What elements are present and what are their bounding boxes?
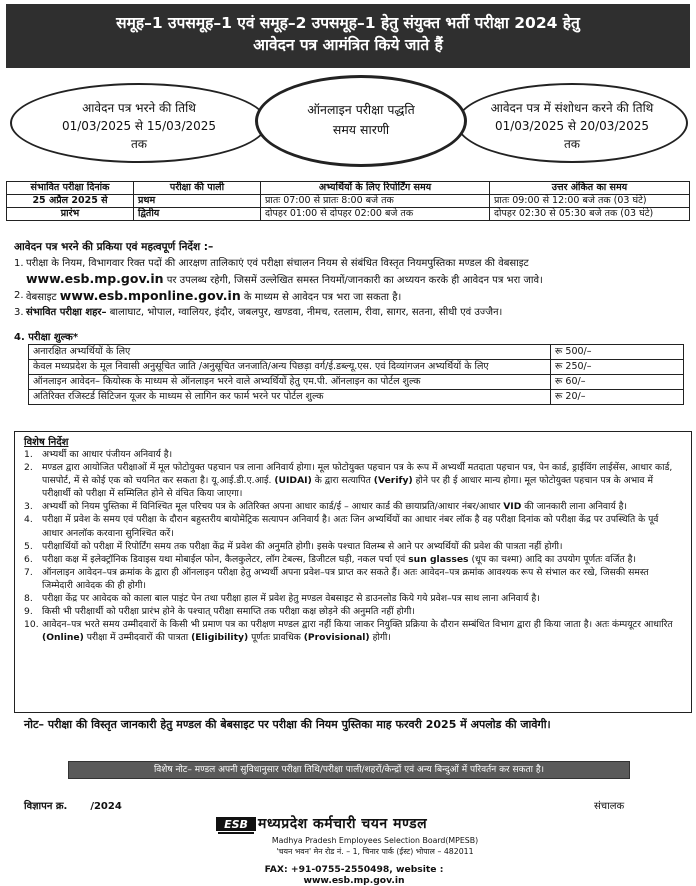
fee-desc: केवल मध्यप्रदेश के मूल निवासी अनुसूचित जाति /अनुसूचित जनजाति/अन्य पिछड़ा वर्ग/ई.डब्ल्यू.एस. एवं दिव्यांगजन अभ्यर्थियों के लिए <box>29 360 551 375</box>
item-number: 2. <box>14 290 24 301</box>
oval-mid-line2: समय सारणी <box>332 122 390 137</box>
instruction-text: वेबसाइट <box>26 292 57 303</box>
banner-title-line1: समूह–1 उपसमूह–1 एवं समूह–2 उपसमूह–1 हेतु संयुक्त भर्ती परीक्षा 2024 हेतु <box>116 14 580 32</box>
fee-desc: अतिरिक्त रजिस्टर्ड सिटिजन यूजर के माध्यम से लागिन कर फार्म भरने पर पोर्टल शुल्क <box>29 390 551 405</box>
col-header-answer-time: उत्तर अंकित का समय <box>490 182 690 195</box>
oval-left-line3: तक <box>130 137 148 151</box>
correction-date-oval <box>456 83 688 163</box>
oval-left-line1: आवेदन पत्र भरने की तिथि <box>82 101 196 115</box>
mponline-link[interactable]: www.esb.mponline.gov.in <box>59 288 241 303</box>
table-row <box>29 390 684 405</box>
fee-desc: ऑनलाइन आवेदन– कियोस्क के माध्यम से ऑनलाइन भरने वाले अभ्यर्थियों हेतु एम.पी. ऑनलाइन का पोर्टल शुल्क <box>29 375 551 390</box>
list-item <box>14 288 684 305</box>
address-line: 'चयन भवन' मेन रोड नं. – 1, चिनार पार्क (ईस्ट) भोपाल – 482011 <box>276 846 474 856</box>
instructions-list <box>14 256 684 320</box>
reporting-time-cell: दोपहर 01:00 से दोपहर 02:00 बजे तक <box>261 208 490 221</box>
oval-mid-line1: ऑनलाइन परीक्षा पद्धति <box>307 102 415 117</box>
col-header-reporting: अभ्यर्थियों के लिए रिपोर्टिंग समय <box>261 182 490 195</box>
exam-mode-oval <box>255 75 467 167</box>
fee-heading <box>14 329 78 343</box>
fee-amount: रू 60/– <box>551 375 684 390</box>
list-item <box>14 305 684 320</box>
exam-date-cell-line2: प्रारंभ <box>7 208 134 221</box>
instruction-text: परीक्षा के नियम, विभागवार रिक्त पदों की आरक्षण तालिकाएं एवं परीक्षा संचालन नियम से संबंधित विस्तृत नियमपुस्तिका मण्डल की वेबसाइट <box>26 258 529 269</box>
answer-time-cell: दोपहर 02:30 से 05:30 बजे तक (03 घंटे) <box>490 208 690 221</box>
ad-label: विज्ञापन क्र. <box>24 801 68 812</box>
list-item: 7. ऑनलाइन आवेदन–पत्र क्रमांक के द्वारा ही ऑनलाइन परीक्षा हेतु अभ्यर्थी अपना प्रवेश–पत्र प्राप्त कर सकते हैं। अतः आवेदन–पत्र क्रमांक आवश्यक रूप से संभाल कर रखे, जिसकी समस्त जिम्मेदारी आवेदक की ही होगी। <box>24 566 649 591</box>
reporting-time-cell: प्रातः 07:00 से प्रातः 8:00 बजे तक <box>261 195 490 208</box>
application-date-oval <box>10 83 268 163</box>
list-item <box>14 256 684 288</box>
oval-left-line2: 01/03/2025 से 15/03/2025 <box>61 119 217 133</box>
shift-cell: द्वितीय <box>134 208 261 221</box>
exam-city-list: बालाघाट, भोपाल, ग्वालियर, इंदौर, जबलपुर, खण्डवा, नीमच, रतलाम, रीवा, सागर, सतना, सीधी एवं उज्जैन। <box>109 307 503 318</box>
ad-number: /2024 <box>90 801 122 812</box>
table-row <box>7 208 690 221</box>
fee-amount: रू 500/– <box>551 345 684 360</box>
exam-city-label: संभावित परीक्षा शहर– <box>26 307 107 318</box>
answer-time-cell: प्रातः 09:00 से 12:00 बजे तक (03 घंटे) <box>490 195 690 208</box>
exam-schedule-table <box>6 181 690 221</box>
fax-website: FAX: +91-0755-2550498, website : www.esb.mp.gov.in <box>264 864 444 886</box>
instruction-text: पर उपलब्ध रहेगी, जिसमें उल्लेखित समस्त नियमों/जानकारी का अध्ययन करके ही आवेदन पत्र भरा जावे। <box>166 275 543 286</box>
col-header-date: संभावित परीक्षा दिनांक <box>7 182 134 195</box>
org-name-english: Madhya Pradesh Employees Selection Board(MPESB) <box>271 836 479 845</box>
website-link[interactable]: www.esb.mp.gov.in <box>26 271 164 286</box>
col-header-shift: परीक्षा की पाली <box>134 182 261 195</box>
table-row <box>7 195 690 208</box>
advertisement-number <box>24 798 122 812</box>
fee-amount: रू 20/– <box>551 390 684 405</box>
table-row <box>29 375 684 390</box>
esb-logo-icon <box>216 814 256 836</box>
list-item: 1. अभ्यर्थी का आधार पंजीयन अनिवार्य है। <box>24 449 173 460</box>
list-item: 6. परीक्षा कक्ष में इलेक्ट्रॉनिक डिवाइस यथा मोबाईल फोन, कैलकुलेटर, लॉग टेबल्स, डिजीटल घड़ी, नकल पर्चा एवं sun glasses (धूप का चश्मा) आदि का उपयोग पूर्णतः वर्जित है। <box>24 553 636 565</box>
org-address <box>250 836 500 857</box>
list-item: 5. परीक्षार्थियों को परीक्षा में रिपोर्टिंग समय तक परीक्षा केंद्र में प्रवेश की अनुमति होगी। इसके पश्चात विलम्ब से आने पर अभ्यर्थियों की प्रवेश की पात्रता नहीं होगी। <box>24 540 563 552</box>
oval-right-line2: 01/03/2025 से 20/03/2025 <box>494 119 650 133</box>
list-item: 8. परीक्षा केंद्र पर आवेदक को काला बाल पाइंट पेन तथा परीक्षा हाल में प्रवेश हेतु मण्डल वेबसाइट से डाउनलोड किये गये प्रवेश–पत्र साथ लाना अनिवार्य है। <box>24 593 540 605</box>
item-number: 4. <box>14 332 25 343</box>
special-instructions-heading: विशेष निर्देश <box>24 437 69 448</box>
table-header-row <box>7 182 690 195</box>
exam-date-cell-line1: 25 अप्रैल 2025 से <box>7 195 134 208</box>
org-name-hindi: मध्यप्रदेश कर्मचारी चयन मण्डल <box>258 816 428 832</box>
table-row <box>29 345 684 360</box>
signatory: संचालक <box>594 801 625 812</box>
item-number: 3. <box>14 307 24 318</box>
list-item: 3. अभ्यर्थी को नियम पुस्तिका में विनिश्चित मूल परिचय पत्र के अतिरिक्त अपना आधार कार्ड/ई – आधार कार्ड की छायाप्रति/आधार नंबर/आधार VID की जानकारी लाना अनिवार्य है। <box>24 501 628 513</box>
instruction-text: के माध्यम से आवेदन पत्र भरा जा सकता है। <box>243 292 402 303</box>
list-item: 10. आवेदन–पत्र भरते समय उम्मीदवारों के किसी भी प्रमाण पत्र का परीक्षण मण्डल द्वारा नहीं किया जाकर नियुक्ति प्रक्रिया के दौरान सम्बंधित विभाग द्वारा ही किया जाता है। अतः कंम्पयूटर आधारित (Online) परीक्षा में उम्मीदवारों की पात्रता (Eligibility) पूर्णतः प्रावधिक (Provisional) होगी। <box>24 619 673 644</box>
title-banner <box>6 4 690 68</box>
list-item: 4. परीक्षा में प्रवेश के समय एवं परीक्षा के दौरान बहुस्तरीय बायोमेट्रिक सत्यापन अनिवार्य है। अतः जिन अभ्यर्थियों का आधार नंबर लॉक है वह परीक्षा दिनांक को परीक्षा केंद्र पर उपस्थिति के पूर्व आधार अनलॉक करवाना सुनिश्चित करें। <box>24 514 659 539</box>
item-number: 1. <box>14 258 24 269</box>
instructions-heading: आवेदन पत्र भरने की प्रकिया एवं महत्वपूर्ण निर्देश :– <box>14 241 214 253</box>
upload-note: नोट– परीक्षा की विस्तृत जानकारी हेतु मण्डल की बेबसाइट पर परीक्षा की नियम पुस्तिका माह फरवरी 2025 में अपलोड की जावेगी। <box>24 718 551 731</box>
special-instructions-list <box>24 448 674 644</box>
fee-table <box>28 344 684 405</box>
oval-right-line1: आवेदन पत्र में संशोधन करने की तिथि <box>490 101 654 115</box>
banner-title-line2: आवेदन पत्र आमंत्रित किये जाते हैं <box>253 36 443 54</box>
fee-label: परीक्षा शुल्क* <box>28 332 79 343</box>
shift-cell: प्रथम <box>134 195 261 208</box>
oval-right-line3: तक <box>563 137 581 151</box>
svg-text:ESB: ESB <box>224 818 248 831</box>
special-note-strip: विशेष नोट– मण्डल अपनी सुविधानुसार परीक्षा तिथि/परीक्षा पाली/शहरों/केन्द्रों एवं अन्य बिन्दुओं में परिवर्तन कर सकता है। <box>68 761 630 779</box>
list-item: 9. किसी भी परीक्षार्थी को परीक्षा प्रारंभ होने के पश्चात् परीक्षा समाप्ति तक परीक्षा कक्ष छोड़ने की अनुमति नहीं होगी। <box>24 606 415 618</box>
fee-amount: रू 250/– <box>551 360 684 375</box>
date-ovals <box>8 73 690 173</box>
list-item: 2. मण्डल द्वारा आयोजित परीक्षाओं में मूल फोटोयुक्त पहचान पत्र लाना अनिवार्य होगा। मूल फोटोयुक्त पहचान पत्र के रूप में अभ्यर्थी मतदाता पहचान पत्र, पेन कार्ड, ड्राईविंग लाईसेंस, आधार कार्ड, पासपोर्ट, में से कोई एक को चयनित कर सकता है। यू.आई.डी.ए.आई. (UIDAI) के द्वारा सत्यापित (Verify) होने पर ही ई आधार मान्य होगा। मूल फोटोयुक्त पहचान पत्र के अभाव में परीक्षार्थी को परीक्षा में सम्मिलित होने से वंचित किया जाएगा। <box>24 462 673 500</box>
table-row <box>29 360 684 375</box>
fee-desc: अनारक्षित अभ्यर्थियों के लिए <box>29 345 551 360</box>
